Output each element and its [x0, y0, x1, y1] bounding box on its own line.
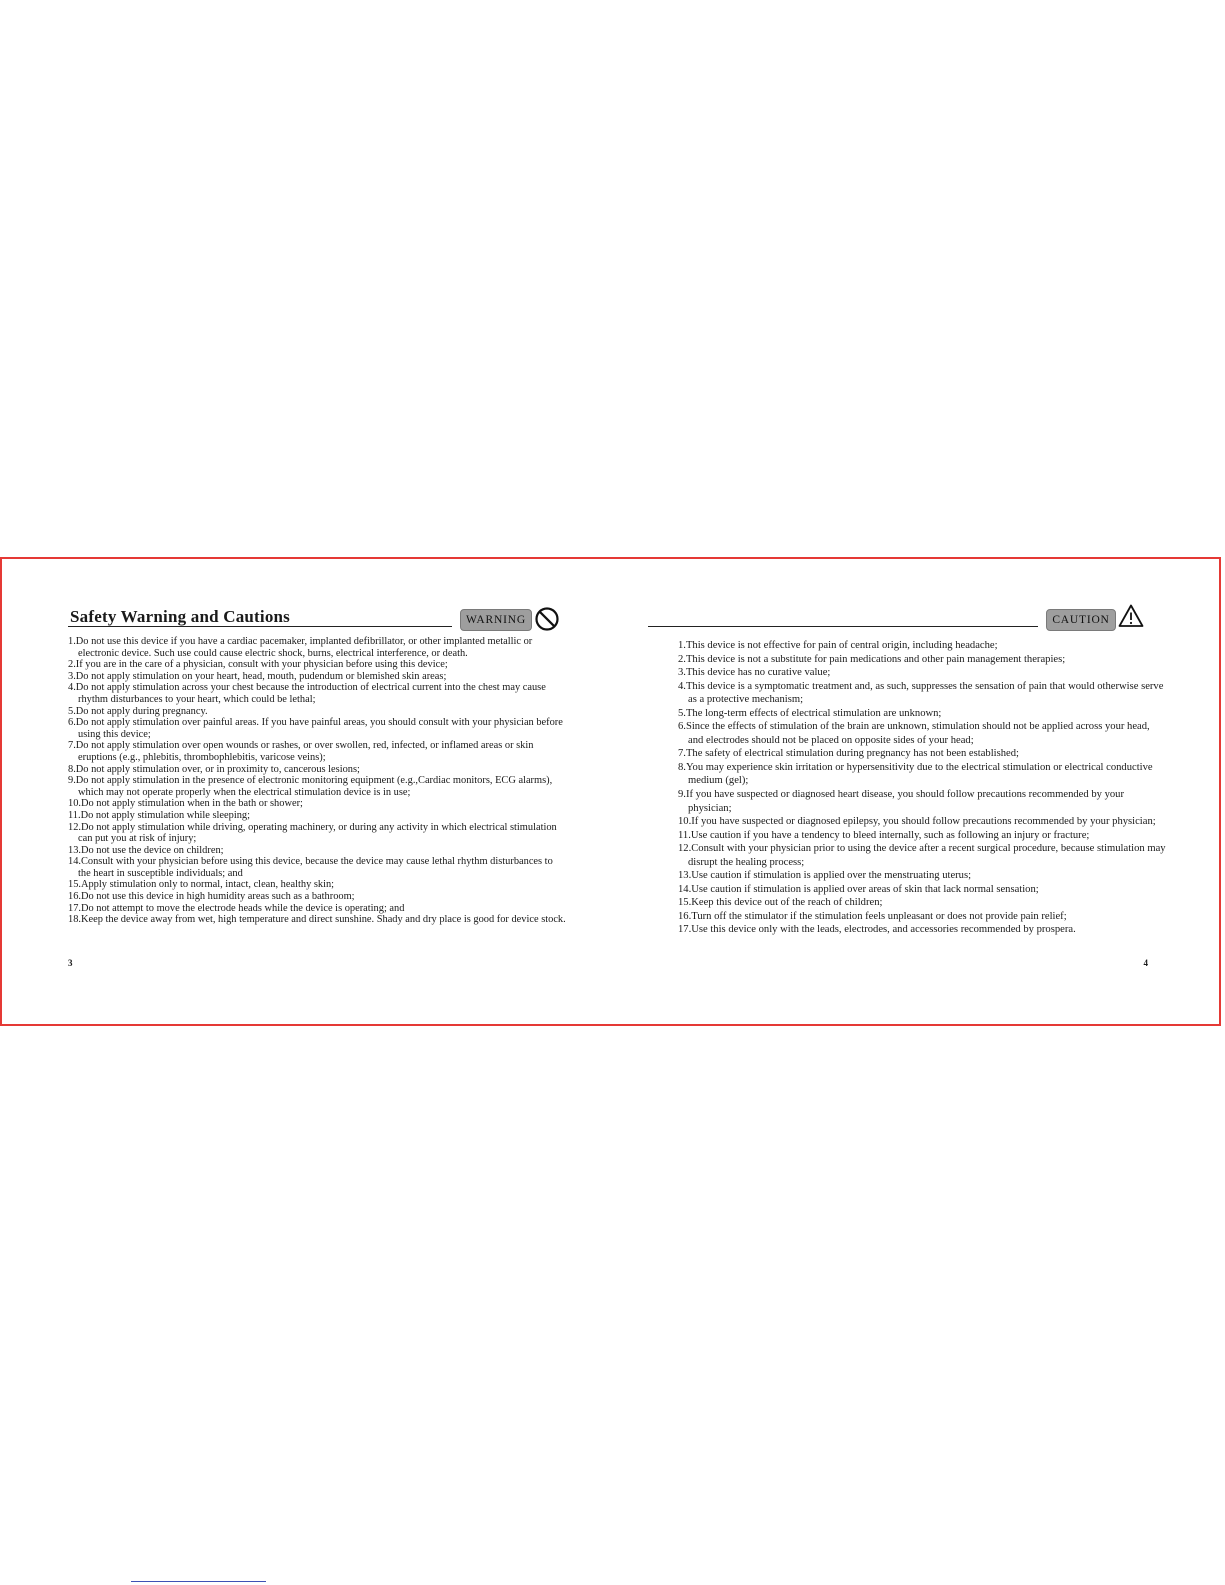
list-item: 10.Do not apply stimulation when in the bath or shower; — [68, 798, 303, 810]
list-item: 18.Keep the device away from wet, high temperature and direct sunshine. Shady and dry place is good for device stock. — [68, 914, 566, 926]
list-item: 2.If you are in the care of a physician, consult with your physician before using this device; — [68, 659, 448, 671]
manual-spread-frame — [0, 557, 1221, 1026]
list-item: 16.Turn off the stimulator if the stimulation feels unpleasant or does not provide pain relief; — [678, 910, 1067, 922]
page-number: 3 — [68, 958, 73, 968]
list-item: 9.Do not apply stimulation in the presence of electronic monitoring equipment (e.g.,Cardiac monitors, ECG alarms), which may not operate properly when the electrical stimulation device is in use; — [68, 775, 553, 798]
list-item: 13.Do not use the device on children; — [68, 844, 224, 856]
list-item: 12.Do not apply stimulation while driving, operating machinery, or during any activity in which electrical stimulation can put you at risk of injury; — [68, 821, 557, 845]
warning-header — [68, 609, 566, 631]
list-item: 17.Do not attempt to move the electrode heads while the device is operating; and — [68, 902, 405, 914]
page-title: Safety Warning and Cautions — [70, 607, 291, 626]
list-item: 16.Do not use this device in high humidity areas such as a bathroom; — [68, 891, 355, 903]
list-item: 5.Do not apply during pregnancy. — [68, 705, 208, 717]
page-right — [652, 559, 1166, 1024]
link-underline — [131, 1581, 266, 1582]
list-item: 3.This device has no curative value; — [678, 667, 831, 679]
caution-header — [652, 609, 1162, 631]
title-rule — [68, 626, 452, 627]
list-item: 1.This device is not effective for pain of central origin, including headache; — [678, 640, 998, 651]
caution-list — [678, 639, 1166, 937]
list-item: 8.Do not apply stimulation over, or in proximity to, cancerous lesions; — [68, 763, 360, 775]
list-item: 6.Since the effects of stimulation of the brain are unknown, stimulation should not be applied across your head, and electrodes should not be placed on opposite sides of your head; — [678, 721, 1150, 746]
list-item: 7.Do not apply stimulation over open wounds or rashes, or over swollen, red, infected, or inflamed areas or skin eruptions (e.g., phlebitis, thrombophlebitis, varicose veins); — [68, 740, 534, 763]
list-item: 6.Do not apply stimulation over painful areas. If you have painful areas, you should consult with your physician before using this device; — [68, 717, 563, 740]
prohibition-icon — [534, 606, 560, 632]
list-item: 15.Keep this device out of the reach of children; — [678, 897, 883, 909]
warning-triangle-icon — [1118, 603, 1144, 629]
warning-badge: WARNING — [460, 609, 532, 631]
list-item: 14.Use caution if stimulation is applied over areas of skin that lack normal sensation; — [678, 883, 1039, 895]
list-item: 3.Do not apply stimulation on your heart, head, mouth, pudendum or blemished skin areas; — [68, 670, 447, 682]
list-item: 11.Do not apply stimulation while sleeping; — [68, 809, 251, 821]
list-item: 11.Use caution if you have a tendency to bleed internally, such as following an injury or fracture; — [678, 829, 1090, 841]
title-rule — [648, 626, 1038, 627]
list-item: 14.Consult with your physician before using this device, because the device may cause lethal rhythm disturbances to the heart in susceptible individuals; and — [68, 856, 553, 879]
page-left — [68, 559, 566, 1024]
list-item: 5.The long-term effects of electrical stimulation are unknown; — [678, 707, 942, 719]
list-item: 15.Apply stimulation only to normal, intact, clean, healthy skin; — [68, 879, 335, 891]
list-item: 4.This device is a symptomatic treatment and, as such, suppresses the sensation of pain that would otherwise serve as a protective mechanism; — [678, 680, 1164, 706]
list-item: 7.The safety of electrical stimulation during pregnancy has not been established; — [678, 748, 1019, 760]
list-item: 2.This device is not a substitute for pain medications and other pain management therapies; — [678, 653, 1066, 665]
list-item: 13.Use caution if stimulation is applied over the menstruating uterus; — [678, 870, 972, 882]
list-item: 10.If you have suspected or diagnosed epilepsy, you should follow precautions recommended by your physician; — [678, 816, 1156, 828]
list-item: 17.Use this device only with the leads, electrodes, and accessories recommended by prospera. — [678, 924, 1076, 936]
caution-badge: CAUTION — [1046, 609, 1116, 631]
page-number: 4 — [1143, 958, 1148, 968]
list-item: 1.Do not use this device if you have a cardiac pacemaker, implanted defibrillator, or other implanted metallic or electronic device. Such use could cause electric shock, burns, electrical interference, or death. — [68, 636, 533, 659]
list-item: 9.If you have suspected or diagnosed heart disease, you should follow precautions recommended by your physician; — [678, 789, 1124, 814]
list-item: 8.You may experience skin irritation or hypersensitivity due to the electrical stimulation or electrical conductive medium (gel); — [678, 761, 1153, 787]
list-item: 12.Consult with your physician prior to using the device after a recent surgical procedure, because stimulation may disrupt the healing process; — [678, 843, 1166, 868]
list-item: 4.Do not apply stimulation across your chest because the introduction of electrical current into the chest may cause rhythm disturbances to your heart, which could be lethal; — [68, 682, 546, 705]
warning-list — [68, 636, 566, 926]
